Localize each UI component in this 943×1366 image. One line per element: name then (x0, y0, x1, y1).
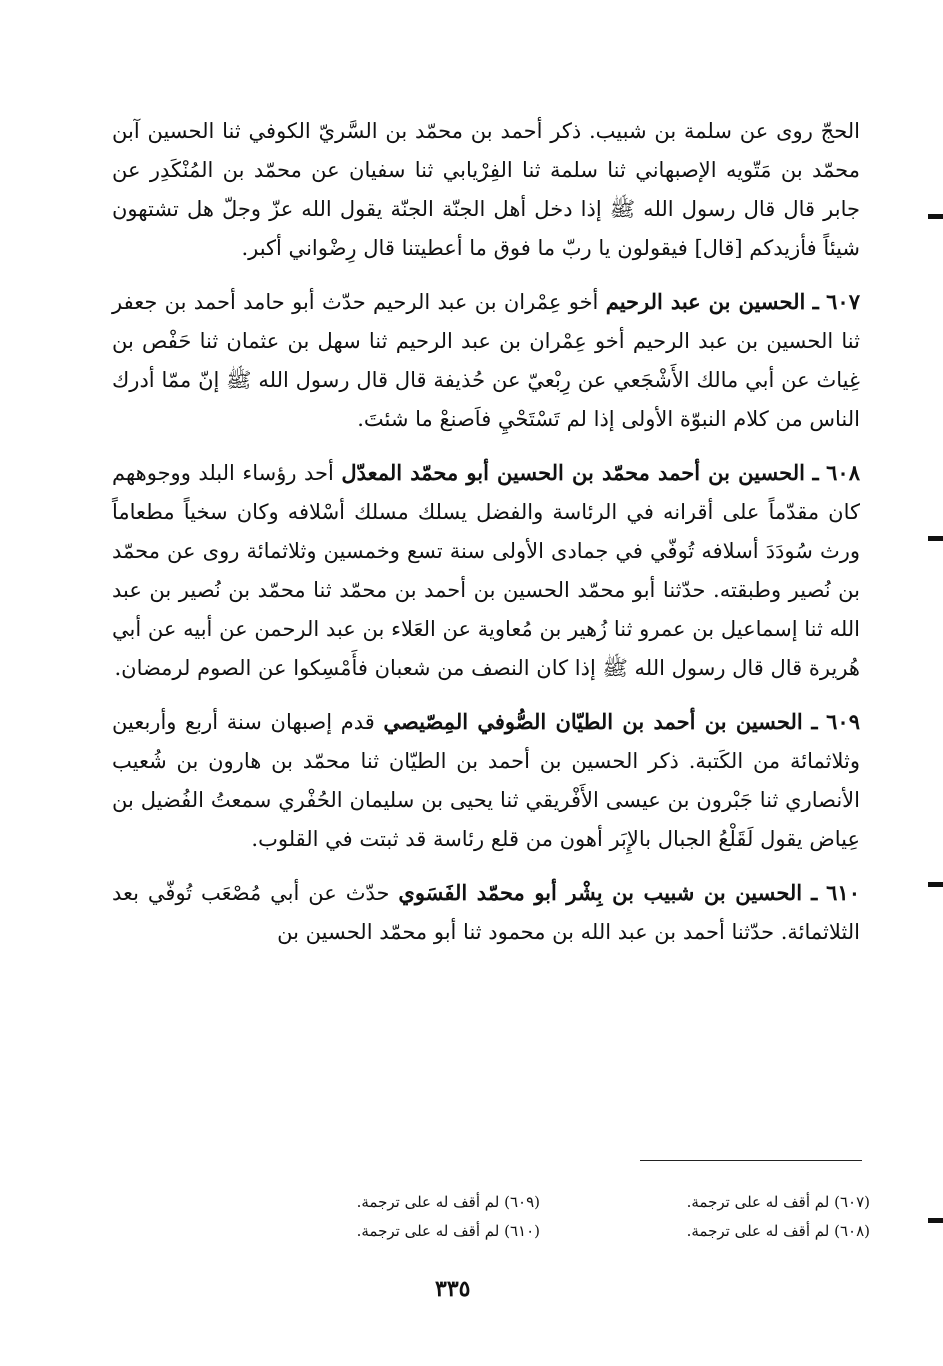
entry-607 (112, 282, 860, 439)
footnote-separator (640, 1160, 862, 1161)
entry-text: أحد رؤساء البلد ووجوههم كان مقدّماً على أقرانه في الرئاسة والفضل يسلك مسلك أسْلافه وكان سخياً مطعاماً ورث سُودَدَ أسلافه تُوفّي في جمادى الأولى سنة تسع وخمسين وثلاثمائة روى عن محمّد بن نُصير وطبقته. حدّثنا أبو محمّد الحسين بن أحمد بن محمّد ثنا محمّد بن نُصير بن عبد الله ثنا إسماعيل بن عمرو ثنا زُهير بن مُعاوية عن العَلاء بن عبد الرحمن عن أبيه عن أبي هُريرة قال قال رسول الله ﷺ إذا كان النصف من شعبان فأَمْسِكوا عن الصوم لرمضان. (112, 461, 860, 680)
entry-dash: ـ (812, 460, 819, 485)
page-body (112, 112, 860, 952)
entry-text: قدم إصبهان سنة أربع وأربعين وثلاثمائة من الكَتبة. ذكر الحسين بن أحمد بن الطيّان ثنا محمّد بن هارون بن شُعيب الأنصاري ثنا جَبْرون بن عيسى الأَفْريقي ثنا يحيى بن سليمان الحُفْري سمعتُ الفُضيل بن عِياض يقول لَقَلْعُ الجبال بالإِبَر أهون من قلع رئاسة قد ثبتت في القلوب. (112, 710, 860, 851)
footnote-609: (٦٠٩) لم أقف له على ترجمة. (356, 1193, 540, 1211)
paragraph-text: الحجّ روى عن سلمة بن شبيب. ذكر أحمد بن محمّد بن السَّريّ الكوفي ثنا الحسين آبن محمّد بن مَتّويه الإصبهاني ثنا سلمة ثنا الفِرْيابي ثنا سفيان عن محمّد بن المُنْكَدِر عن جابر قال قال رسول الله ﷺ إذا دخل أهل الجنّة الجنّة يقول الله عزّ وجلّ هل تشتهون شيئاً فأزيدكم [قال] فيقولون يا ربّ ما فوق ما أعطيتنا قال رِضْواني أكبر. (112, 119, 860, 260)
footnotes-right-column (580, 1188, 870, 1246)
margin-mark (928, 1218, 943, 1223)
entry-text: أخو عِمْران بن عبد الرحيم حدّث أبو حامد أحمد بن جعفر ثنا الحسين بن عبد الرحيم أخو عِمْران بن عبد الرحيم ثنا سهل بن عثمان ثنا حَفْص بن غِياث عن أبي مالك الأَشْجَعي عن رِبْعيّ عن حُذيفة قال قال رسول الله ﷺ إنّ ممّا أدرك الناس من كلام النبوّة الأولى إذا لم تَسْتَحْيِ فاَصنعْ ما شئتَ. (112, 290, 860, 431)
footnotes-left-column (250, 1188, 540, 1246)
footnote-608: (٦٠٨) لم أقف له على ترجمة. (686, 1222, 870, 1240)
entry-dash: ـ (811, 709, 818, 734)
footnote-610: (٦١٠) لم أقف له على ترجمة. (356, 1222, 540, 1240)
entry-608 (112, 453, 860, 688)
entry-dash: ـ (811, 880, 818, 905)
entry-number: ٦٠٩ (826, 709, 860, 734)
entry-609 (112, 702, 860, 859)
margin-mark (928, 536, 943, 541)
entry-dash: ـ (812, 289, 819, 314)
entry-text: حدّث عن أبي مُصْعَب تُوفّي بعد الثلاثمائة. حدّثنا أحمد بن عبد الله بن محمود ثنا أبو محمّد الحسين بن (112, 881, 860, 944)
footnote-607: (٦٠٧) لم أقف له على ترجمة. (686, 1193, 870, 1211)
entry-name: الحسين بن عبد الرحيم (605, 289, 806, 314)
entry-name: الحسين بن شبيب بن بِشْر أبو محمّد الفَسَوي (398, 880, 803, 905)
entry-name: الحسين بن أحمد بن الطيّان الصُّوفي المِصّيصي (383, 709, 803, 734)
margin-mark (928, 882, 943, 887)
entry-number: ٦٠٨ (826, 460, 860, 485)
entry-number: ٦٠٧ (826, 289, 860, 314)
entry-name: الحسين بن أحمد محمّد بن الحسين أبو محمّد المعدّل (341, 460, 805, 485)
page-number: ٣٣٥ (435, 1276, 471, 1302)
margin-mark (928, 214, 943, 219)
paragraph-continuation (112, 112, 860, 268)
entry-number: ٦١٠ (826, 880, 860, 905)
entry-610 (112, 873, 860, 952)
